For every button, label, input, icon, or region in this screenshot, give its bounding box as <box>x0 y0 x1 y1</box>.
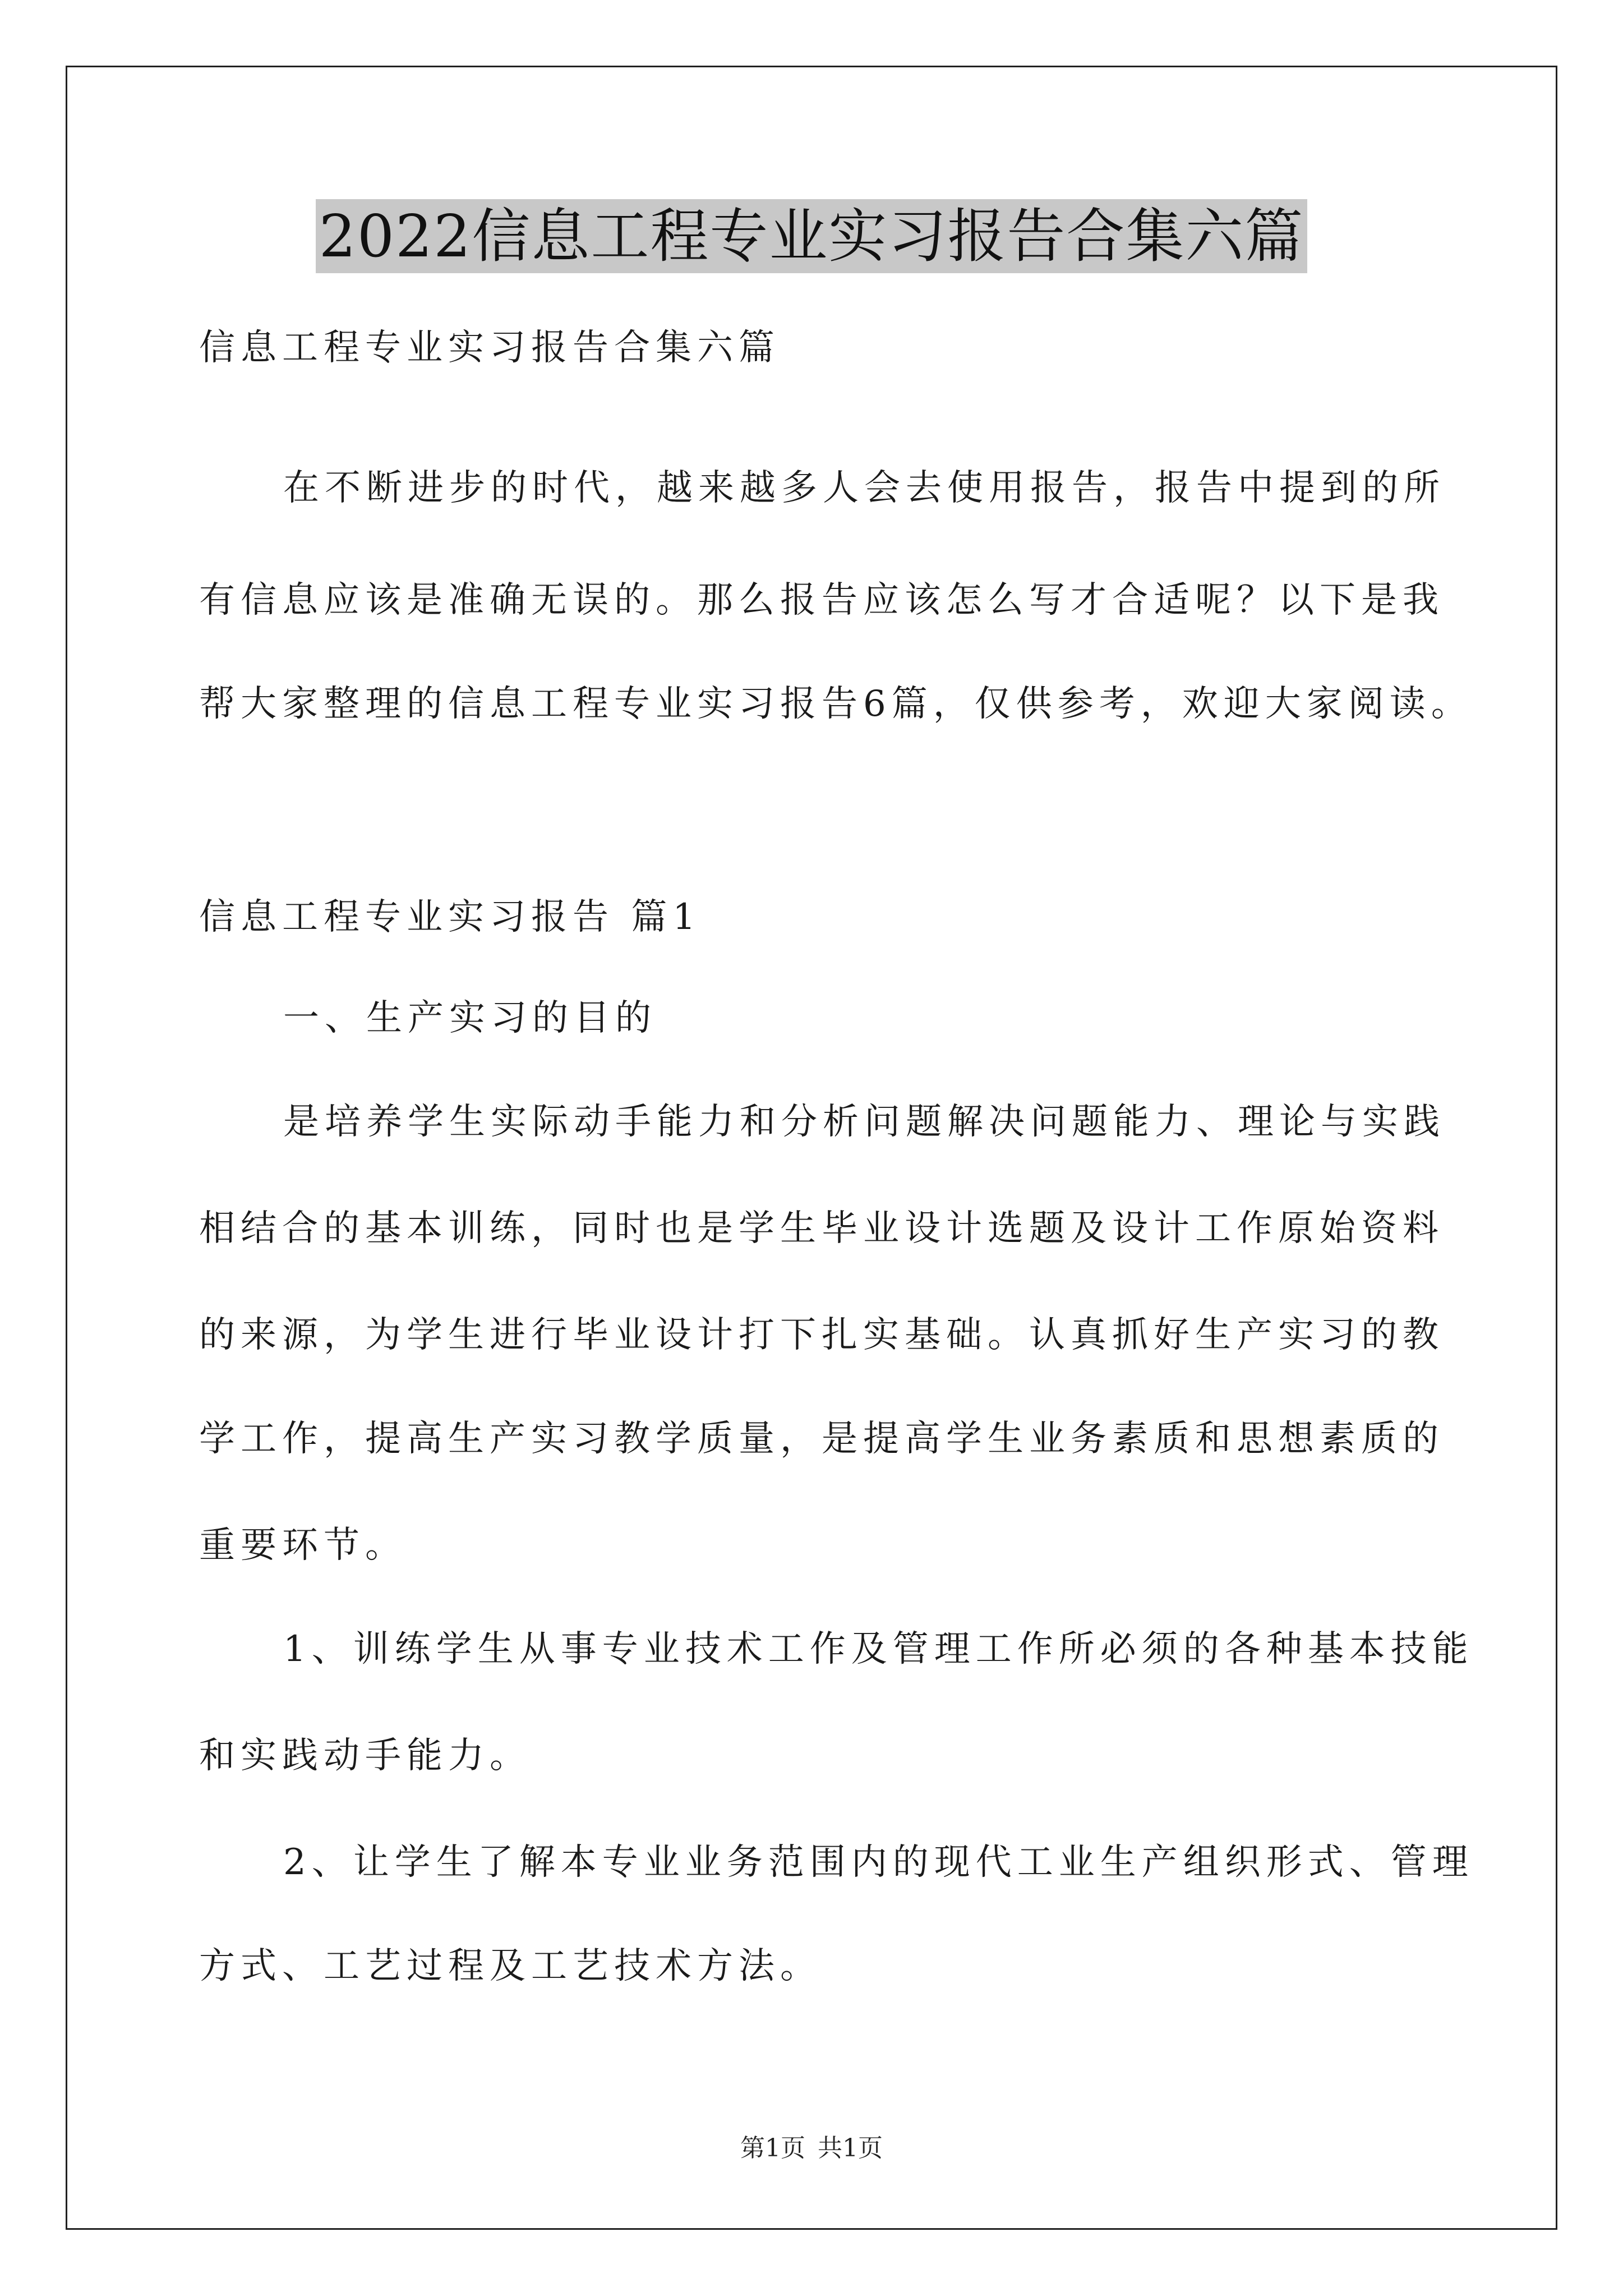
purpose-line-1: 是培养学生实际动手能力和分析问题解决问题能力、理论与实践 <box>283 1101 1445 1143</box>
purpose-line-3: 的来源，为学生进行毕业设计打下扎实基础。认真抓好生产实习的教 <box>199 1314 1444 1356</box>
page-footer <box>0 2132 1623 2165</box>
item1-line-1: 1、训练学生从事专业技术工作及管理工作所必须的各种基本技能 <box>283 1628 1474 1670</box>
intro-line-3: 帮大家整理的信息工程专业实习报告6篇，仅供参考，欢迎大家阅读。 <box>199 683 1473 725</box>
part-heading: 一、生产实习的目的 <box>283 997 657 1039</box>
document-title: 2022信息工程专业实习报告合集六篇 <box>316 199 1308 273</box>
document-subtitle: 信息工程专业实习报告合集六篇 <box>199 327 780 369</box>
item1-line-2: 和实践动手能力。 <box>199 1735 531 1777</box>
item2-line-2: 方式、工艺过程及工艺技术方法。 <box>199 1945 822 1987</box>
section-heading: 信息工程专业实习报告 篇1 <box>199 896 702 938</box>
page-total: 共1页 <box>818 2134 883 2162</box>
item2-line-1: 2、让学生了解本专业业务范围内的现代工业生产组织形式、管理 <box>283 1842 1474 1883</box>
intro-line-2: 有信息应该是准确无误的。那么报告应该怎么写才合适呢？以下是我 <box>199 579 1444 621</box>
purpose-line-4: 学工作，提高生产实习教学质量，是提高学生业务素质和思想素质的 <box>199 1418 1444 1460</box>
page-number: 第1页 <box>740 2134 805 2162</box>
intro-line-1: 在不断进步的时代，越来越多人会去使用报告，报告中提到的所 <box>283 467 1445 509</box>
purpose-line-5: 重要环节。 <box>199 1525 407 1566</box>
purpose-line-2: 相结合的基本训练，同时也是学生毕业设计选题及设计工作原始资料 <box>199 1208 1444 1249</box>
title-container <box>0 199 1623 273</box>
